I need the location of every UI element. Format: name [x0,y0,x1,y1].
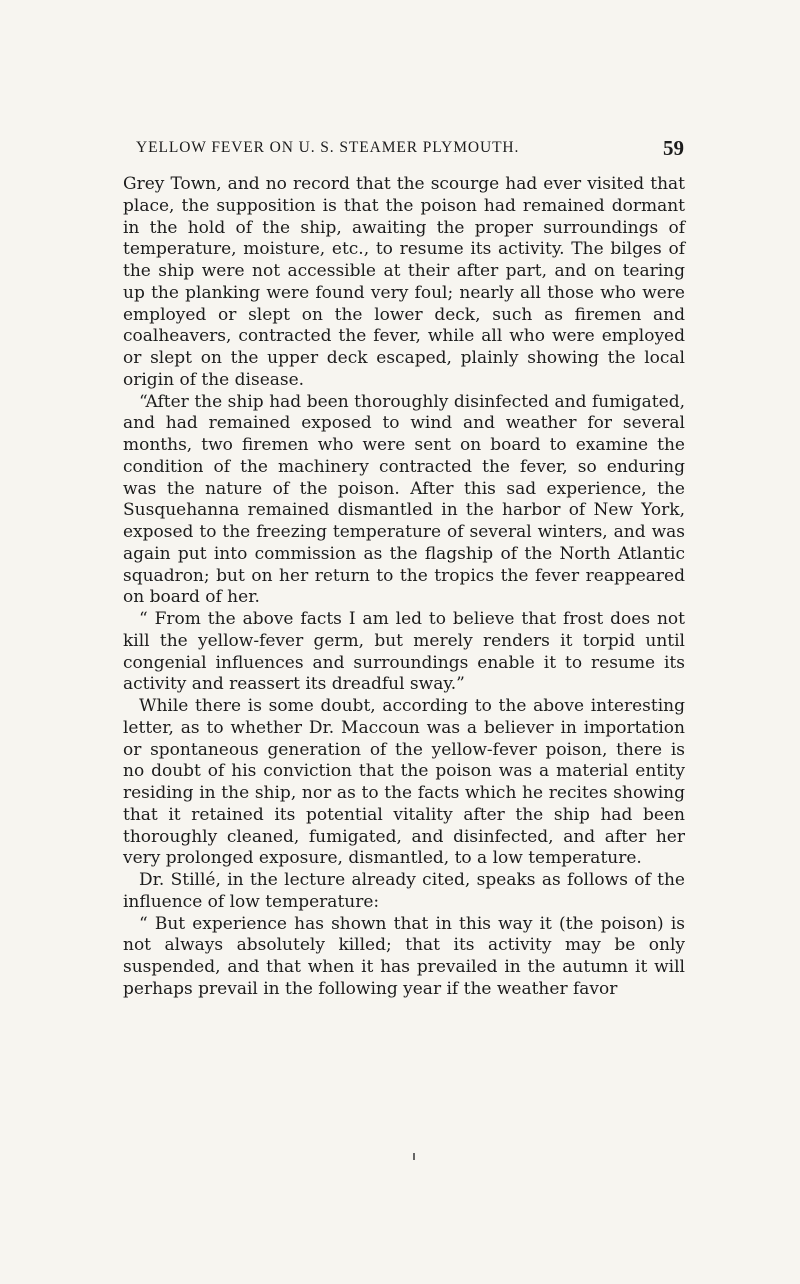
paragraph-commentary: While there is some doubt, according to the above interesting letter, as to whether Dr. Maccoun was a believer in importation or spontaneous generation of the yellow-fever poison, there is no doubt of his conviction that the poison was a material entity residing in the ship, nor as to the facts which he recites showing that it retained its potential vitality after the ship had been thoroughly cleaned, fumigated, and disinfected, and after her very prolonged exposure, dismantled, to a low temperature. [123,696,685,869]
running-head [126,137,684,161]
stray-ink-mark [413,1153,415,1160]
paragraph-quoted-conclusion: “ From the above facts I am led to believe that frost does not kill the yellow-fever germ, but merely renders it torpid until congenial influences and surroundings enable it to resume its activity and reassert its dreadful sway.” [123,609,685,695]
paragraph-stille-quote: “ But experience has shown that in this way it (the poison) is not always absolutely killed; that its activity may be only suspended, and that when it has prevailed in the autumn it will perhaps prevail in the following year if the weather favor [123,913,685,999]
paragraph-stille-intro: Dr. Stillé, in the lecture already cited, speaks as follows of the influence of low temperature: [123,870,685,912]
page-number: 59 [663,136,684,160]
paragraph-continued: Grey Town, and no record that the scourge had ever visited that place, the supposition is that the poison had remained dormant in the hold of the ship, awaiting the proper surroundings of temperature, moisture, etc., to resume its activity. The bilges of the ship were not accessible at their after part, and on tearing up the planking were found very foul; nearly all those who were employed or slept on the lower deck, such as firemen and coalheavers, contracted the fever, while all who were employed or slept on the upper deck escaped, plainly showing the local origin of the disease. [123,174,685,390]
body-text [123,174,685,1001]
paragraph-quoted-letter: “After the ship had been thoroughly disinfected and fumigated, and had remained exposed to wind and weather for several months, two firemen who were sent on board to examine the condition of the machinery contracted the fever, so enduring was the nature of the poison. After this sad experience, the Susquehanna remained dismantled in the harbor of New York, exposed to the freezing temperature of several winters, and was again put into commission as the flagship of the North Atlantic squadron; but on her return to the tropics the fever reappeared on board of her. [123,391,685,608]
running-head-title: YELLOW FEVER ON U. S. STEAMER PLYMOUTH. [136,139,520,156]
